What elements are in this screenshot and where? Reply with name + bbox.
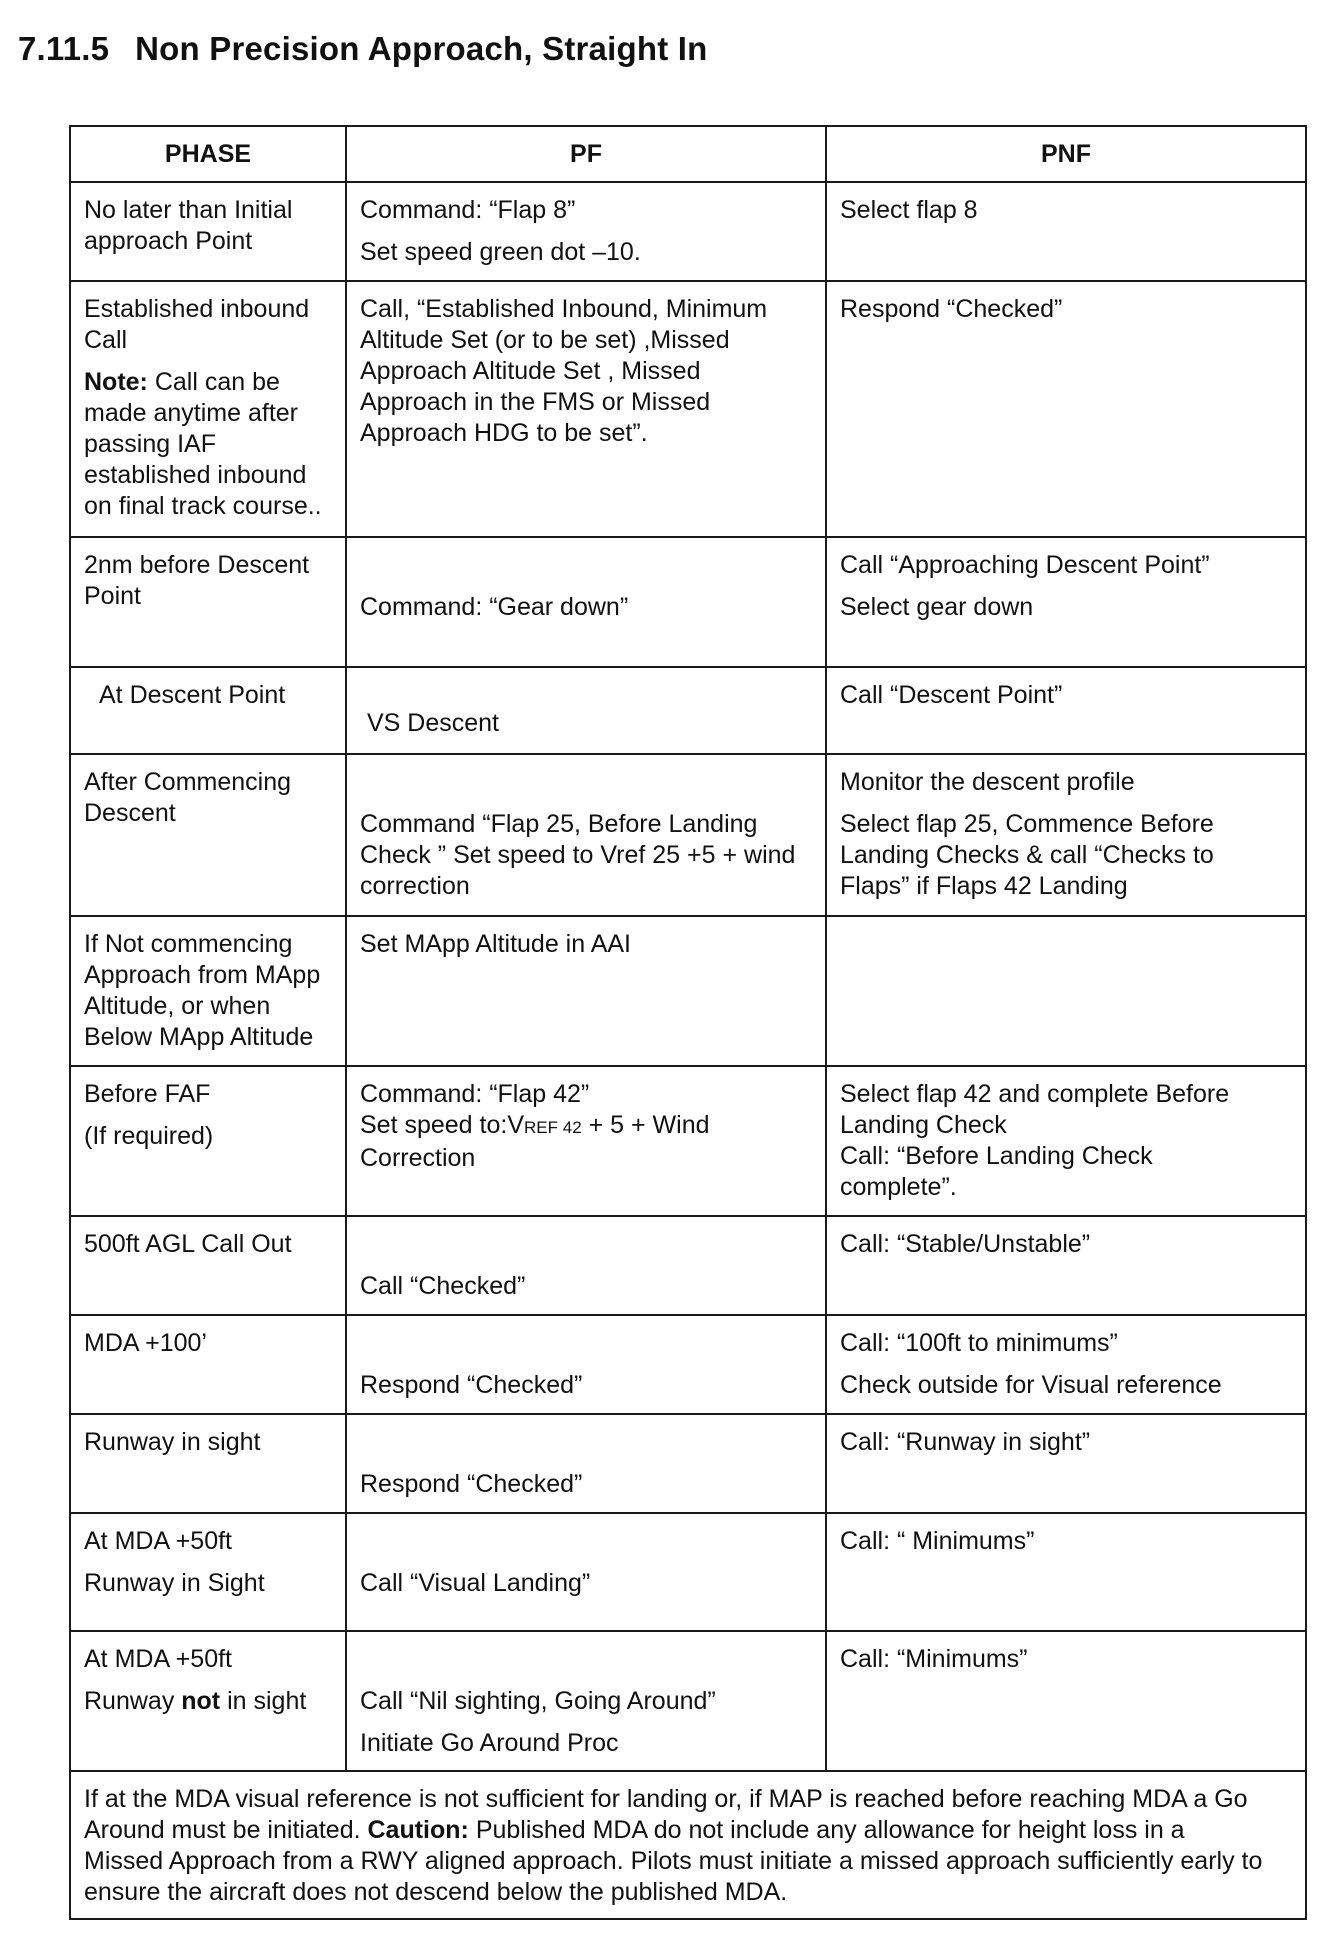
pf-line: [360, 1110, 815, 1143]
pnf-line: Call: “100ft to minimums”: [840, 1329, 1118, 1357]
pnf-line: Select flap 8: [840, 196, 978, 224]
footer-cell: [70, 1771, 1306, 1919]
phase-cell: [70, 916, 346, 1066]
pnf-line: Call “Approaching Descent Point”: [840, 551, 1210, 579]
phase-text: in sight: [220, 1687, 307, 1715]
pf-cell: [346, 537, 826, 667]
note-text: Call can be: [147, 368, 280, 396]
phase-line: (If required): [84, 1122, 214, 1150]
pf-line: Initiate Go Around Proc: [360, 1729, 619, 1757]
phase-line: If Not commencing: [84, 930, 293, 958]
phase-line: At MDA +50ft: [84, 1527, 232, 1555]
phase-cell: [70, 1315, 346, 1414]
table-row: [70, 1315, 1306, 1414]
pnf-line: complete”.: [840, 1173, 957, 1201]
pf-line: Respond “Checked”: [360, 1470, 583, 1498]
phase-line: Established inbound: [84, 295, 310, 323]
pf-cell: [346, 1216, 826, 1315]
pf-line: Check ” Set speed to Vref 25 +5 + wind: [360, 841, 796, 869]
phase-line: 500ft AGL Call Out: [84, 1230, 292, 1258]
phase-note-line: made anytime after: [84, 399, 298, 427]
pf-line: Call, “Established Inbound, Minimum: [360, 295, 768, 323]
phase-line: MDA +100’: [84, 1329, 207, 1357]
pnf-line: Landing Checks & call “Checks to: [840, 841, 1214, 869]
pf-line: Approach Altitude Set , Missed: [360, 357, 701, 385]
table-row: [70, 1216, 1306, 1315]
pf-line: Correction: [360, 1144, 476, 1172]
section-title: Non Precision Approach, Straight In: [135, 30, 708, 67]
table-row: [70, 182, 1306, 281]
phase-cell: [70, 537, 346, 667]
header-pnf: PNF: [826, 126, 1306, 182]
pnf-line: Call: “Runway in sight”: [840, 1428, 1091, 1456]
pnf-cell: [826, 1066, 1306, 1216]
table-row: [70, 537, 1306, 667]
phase-cell: [70, 182, 346, 281]
phase-line: Runway in sight: [84, 1428, 261, 1456]
pf-line: Call “Checked”: [360, 1272, 526, 1300]
pf-line: Call “Visual Landing”: [360, 1569, 591, 1597]
pnf-cell: [826, 1315, 1306, 1414]
pnf-line: Call: “Stable/Unstable”: [840, 1230, 1091, 1258]
pnf-cell: [826, 916, 1306, 1066]
phase-line: [84, 1686, 335, 1717]
phase-line: Altitude, or when: [84, 992, 271, 1020]
phase-cell: [70, 667, 346, 754]
footer-line: Missed Approach from a RWY aligned approach. Pilots must initiate a missed approach sufficiently early to: [84, 1847, 1263, 1875]
phase-line: At MDA +50ft: [84, 1645, 232, 1673]
caution-label: Caution:: [367, 1816, 469, 1844]
pf-cell: [346, 182, 826, 281]
pnf-cell: [826, 1631, 1306, 1771]
pf-line: correction: [360, 872, 470, 900]
phase-line: Approach from MApp: [84, 961, 321, 989]
pf-cell: [346, 1414, 826, 1513]
header-phase: PHASE: [70, 126, 346, 182]
phase-cell: [70, 281, 346, 537]
pf-line: Approach HDG to be set”.: [360, 419, 648, 447]
pf-cell: [346, 1513, 826, 1631]
table-row: [70, 1513, 1306, 1631]
pnf-line: Monitor the descent profile: [840, 768, 1135, 796]
footer-line: ensure the aircraft does not descend below the published MDA.: [84, 1878, 788, 1906]
pf-line: Command: “Gear down”: [360, 593, 629, 621]
vref-subscript: REF 42: [524, 1118, 582, 1137]
pf-cell: [346, 916, 826, 1066]
phase-line: Point: [84, 582, 141, 610]
pf-line: Command “Flap 25, Before Landing: [360, 810, 758, 838]
pf-cell: [346, 1315, 826, 1414]
pnf-line: Respond “Checked”: [840, 295, 1063, 323]
phase-cell: [70, 1216, 346, 1315]
table-row: [70, 754, 1306, 916]
phase-line: Descent: [84, 799, 176, 827]
section-number: 7.11.5: [18, 30, 110, 67]
phase-line: Call: [84, 326, 128, 354]
phase-line: Runway in Sight: [84, 1569, 265, 1597]
pnf-cell: [826, 1216, 1306, 1315]
pf-line: VS Descent: [367, 709, 500, 737]
table-row: [70, 1066, 1306, 1216]
phase-line: Before FAF: [84, 1080, 211, 1108]
phase-note-line: passing IAF: [84, 430, 217, 458]
pnf-line: Call: “Minimums”: [840, 1645, 1028, 1673]
phase-line: 2nm before Descent: [84, 551, 310, 579]
pnf-line: Select flap 25, Commence Before: [840, 810, 1214, 838]
pf-cell: [346, 754, 826, 916]
phase-line: Below MApp Altitude: [84, 1023, 314, 1051]
phase-cell: [70, 1414, 346, 1513]
speed-text: Set speed to:V: [360, 1111, 525, 1139]
pf-cell: [346, 1631, 826, 1771]
pnf-cell: [826, 1414, 1306, 1513]
phase-cell: [70, 754, 346, 916]
pf-line: Command: “Flap 8”: [360, 196, 576, 224]
pnf-line: Select flap 42 and complete Before: [840, 1080, 1230, 1108]
pf-cell: [346, 667, 826, 754]
pnf-cell: [826, 754, 1306, 916]
note-label: Note:: [84, 368, 148, 396]
pf-line: Respond “Checked”: [360, 1371, 583, 1399]
pf-line: Altitude Set (or to be set) ,Missed: [360, 326, 730, 354]
pnf-cell: [826, 182, 1306, 281]
phase-text: Runway: [84, 1687, 182, 1715]
header-pf: PF: [346, 126, 826, 182]
footer-line: If at the MDA visual reference is not sufficient for landing or, if MAP is reached before reaching MDA a Go: [84, 1785, 1248, 1813]
phase-line: No later than Initial: [84, 196, 293, 224]
phase-line: At Descent Point: [99, 681, 286, 709]
pf-line: Set speed green dot –10.: [360, 238, 641, 266]
pf-line: Call “Nil sighting, Going Around”: [360, 1687, 716, 1715]
pnf-cell: [826, 667, 1306, 754]
pnf-line: Call: “Before Landing Check: [840, 1142, 1153, 1170]
pnf-line: Check outside for Visual reference: [840, 1371, 1222, 1399]
phase-note-line: on final track course..: [84, 492, 322, 520]
table-row: [70, 1631, 1306, 1771]
pnf-line: Call “Descent Point”: [840, 681, 1063, 709]
phase-cell: [70, 1631, 346, 1771]
pnf-line: Call: “ Minimums”: [840, 1527, 1035, 1555]
phase-cell: [70, 1513, 346, 1631]
speed-text: + 5 + Wind: [581, 1111, 710, 1139]
pnf-cell: [826, 537, 1306, 667]
phase-line: approach Point: [84, 227, 253, 255]
pnf-line: Flaps” if Flaps 42 Landing: [840, 872, 1128, 900]
pf-line: Approach in the FMS or Missed: [360, 388, 711, 416]
phase-emphasis: not: [181, 1687, 221, 1715]
footer-line: [84, 1815, 1295, 1846]
phase-cell: [70, 1066, 346, 1216]
page-title: [18, 30, 707, 68]
phase-note: [84, 367, 335, 398]
pnf-line: Landing Check: [840, 1111, 1007, 1139]
header-row: [70, 126, 1306, 182]
phase-note-line: established inbound: [84, 461, 307, 489]
pf-line: Set MApp Altitude in AAI: [360, 930, 631, 958]
pnf-cell: [826, 1513, 1306, 1631]
phase-line: After Commencing: [84, 768, 292, 796]
table-row: [70, 1414, 1306, 1513]
footer-row: [70, 1771, 1306, 1919]
pf-line: Command: “Flap 42”: [360, 1080, 590, 1108]
pnf-line: Select gear down: [840, 593, 1034, 621]
pf-cell: [346, 1066, 826, 1216]
pf-cell: [346, 281, 826, 537]
table-row: [70, 281, 1306, 537]
footer-text: Around must be initiated.: [84, 1816, 368, 1844]
table-row: [70, 667, 1306, 754]
pnf-cell: [826, 281, 1306, 537]
procedure-table: [69, 125, 1307, 1920]
footer-text: Published MDA do not include any allowance for height loss in a: [468, 1816, 1185, 1844]
table-row: [70, 916, 1306, 1066]
